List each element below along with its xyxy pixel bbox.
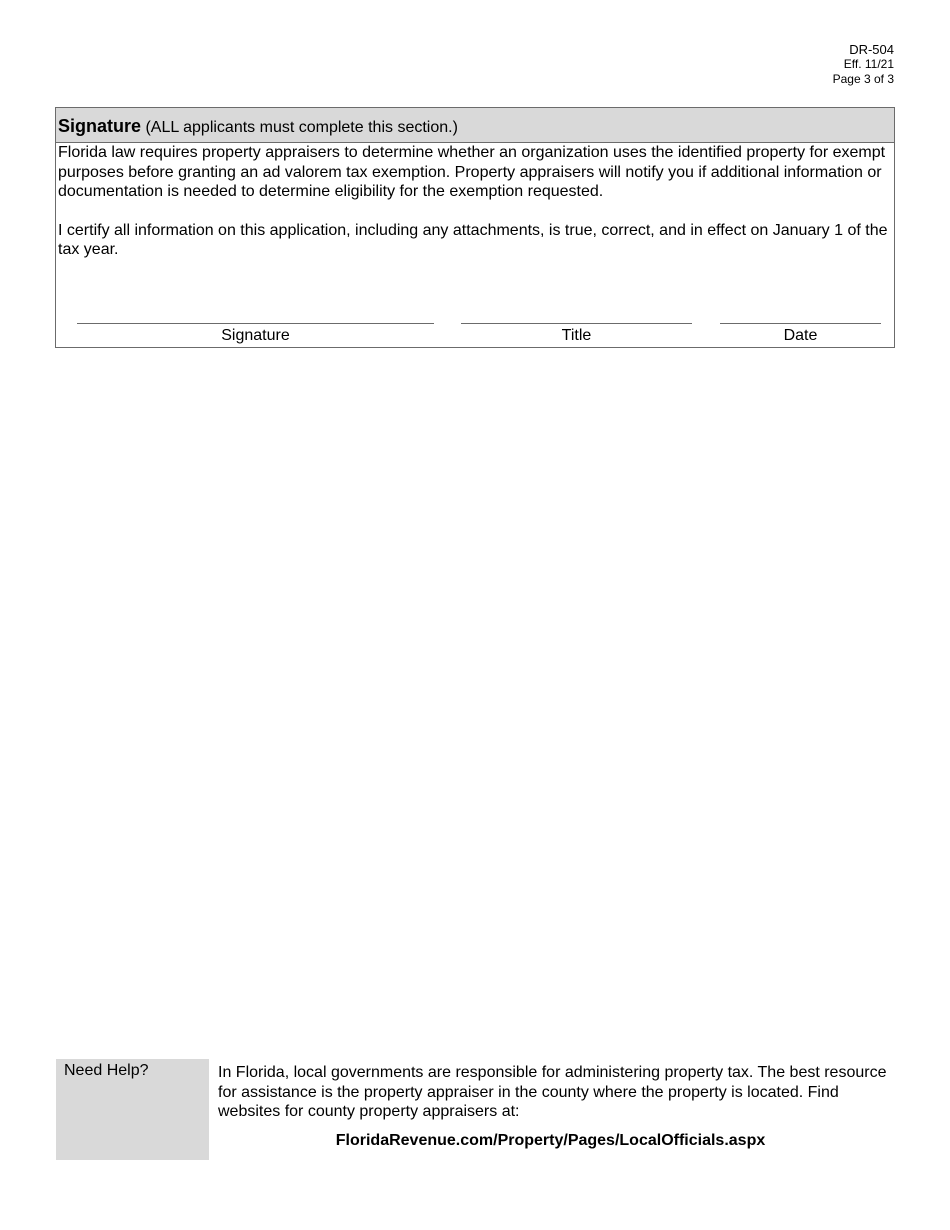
title-field[interactable] — [461, 323, 692, 324]
signature-fields-row — [56, 323, 894, 347]
need-help-box — [56, 1059, 209, 1160]
certification-paragraph: I certify all information on this application, including any attachments, is true, correct, and in effect on January 1 of the tax year. — [58, 221, 888, 258]
signature-section-body — [56, 143, 894, 260]
exemption-notice-paragraph: Florida law requires property appraisers to determine whether an organization uses the identified property for exempt purposes before granting an ad valorem tax exemption. Property appraisers will notify you if additional information or documentation is needed to determine eligibility for the exemption requested. — [58, 144, 886, 200]
title-field-label: Title — [561, 327, 592, 344]
signature-field[interactable] — [77, 323, 434, 324]
date-field[interactable] — [720, 323, 881, 324]
form-header — [833, 42, 894, 87]
form-number: DR-504 — [849, 42, 894, 57]
signature-section-title — [56, 108, 894, 143]
signature-section — [55, 107, 895, 348]
signature-field-label: Signature — [221, 327, 290, 344]
signature-heading: Signature — [58, 116, 142, 136]
form-effective-date: Eff. 11/21 — [843, 57, 894, 71]
need-help-text: In Florida, local governments are responsible for administering property tax. The best resource for assistance is the property appraiser in the county where the property is located. Find websites for county property appraisers at: — [218, 1064, 887, 1120]
date-field-label: Date — [783, 327, 818, 344]
page-number: Page 3 of 3 — [832, 72, 894, 86]
local-officials-link[interactable]: FloridaRevenue.com/Property/Pages/LocalOfficials.aspx — [335, 1132, 766, 1149]
need-help-heading: Need Help? — [64, 1062, 149, 1079]
signature-heading-note: (ALL applicants must complete this section.) — [145, 119, 458, 136]
